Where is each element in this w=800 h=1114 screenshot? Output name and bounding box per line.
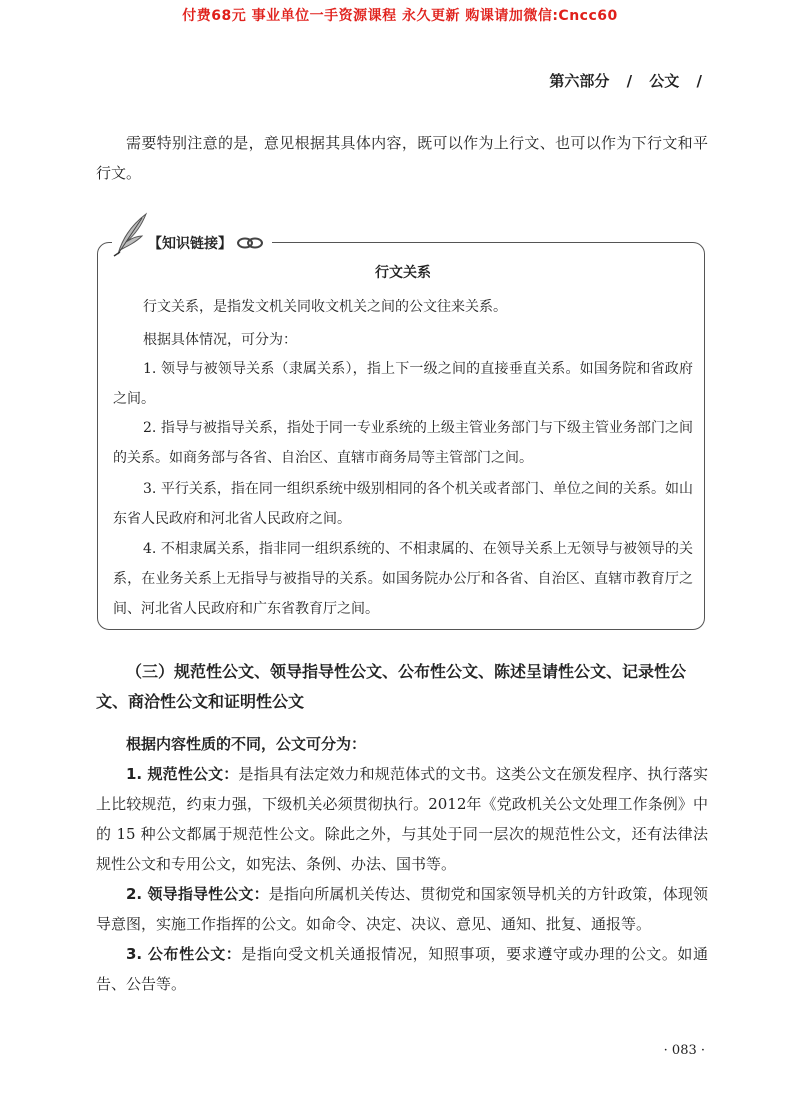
- item-publication: [96, 939, 708, 999]
- quill-icon: [112, 210, 152, 258]
- running-head: 第六部分 / 公文 /: [549, 72, 702, 90]
- section-heading-text: （三）规范性公文、领导指导性公文、公布性公文、陈述呈请性公文、记录性公文、商洽性公文和证明性公文: [96, 662, 687, 711]
- knowledge-box-header: [112, 210, 272, 260]
- knowledge-box-title: 行文关系: [375, 265, 431, 281]
- item-publication-term: 3. 公布性公文：: [126, 945, 242, 963]
- knowledge-paragraph-4: 2. 指导与被指导关系，指处于同一专业系统的上级主管业务部门与下级主管业务部门之间的关系。如商务部与各省、自治区、直辖市商务局等主管部门之间。: [113, 420, 693, 466]
- knowledge-paragraph-2: 根据具体情况，可分为：: [143, 332, 297, 348]
- knowledge-paragraph-3: 1. 领导与被领导关系（隶属关系），指上下一级之间的直接垂直关系。如国务院和省政府之间。: [113, 361, 693, 407]
- item-leadership-term: 2. 领导指导性公文：: [126, 885, 269, 903]
- item-publication-text: 是指向受文机关通报情况，知照事项，要求遵守或办理的公文。如通告、公告等。: [96, 945, 708, 993]
- knowledge-box-label: 【知识链接】: [148, 236, 232, 252]
- watermark-banner: 付费68元 事业单位一手资源课程 永久更新 购课请加微信:Cncc60: [182, 8, 618, 24]
- item-leadership-text: 是指向所属机关传达、贯彻党和国家领导机关的方针政策，体现领导意图，实施工作指挥的公文。如命令、决定、决议、意见、通知、批复、通报等。: [96, 885, 708, 933]
- knowledge-paragraph-6: 4. 不相隶属关系，指非同一组织系统的、不相隶属的、在领导关系上无领导与被领导的关系，在业务关系上无指导与被指导的关系。如国务院办公厅和各省、自治区、直辖市教育厅之间、河北省人民政府和广东省教育厅之间。: [113, 541, 693, 617]
- knowledge-paragraph-1: 行文关系，是指发文机关同收文机关之间的公文往来关系。: [143, 299, 507, 315]
- item-normative: [96, 759, 708, 879]
- item-normative-text: 是指具有法定效力和规范体式的文书。这类公文在颁发程序、执行落实上比较规范，约束力强，下级机关必须贯彻执行。2012年《党政机关公文处理工作条例》中的 15 种公文都属于规范性公文。除此之外，与其处于同一层次的规范性公文，还有法律法规性公文和专用公文，如宪法、条例、办法、国书等。: [96, 765, 709, 873]
- page-number: · 083 ·: [663, 1043, 705, 1058]
- item-leadership: [96, 879, 708, 939]
- item-normative-term: 1. 规范性公文：: [126, 765, 239, 783]
- chain-link-icon: [236, 236, 264, 250]
- section-heading: [96, 657, 708, 717]
- classification-intro: 根据内容性质的不同，公文可分为：: [126, 735, 367, 753]
- knowledge-paragraph-5: 3. 平行关系，指在同一组织系统中级别相同的各个机关或者部门、单位之间的关系。如山东省人民政府和河北省人民政府之间。: [113, 481, 693, 527]
- intro-paragraph: 需要特别注意的是，意见根据其具体内容，既可以作为上行文、也可以作为下行文和平行文。: [96, 134, 708, 182]
